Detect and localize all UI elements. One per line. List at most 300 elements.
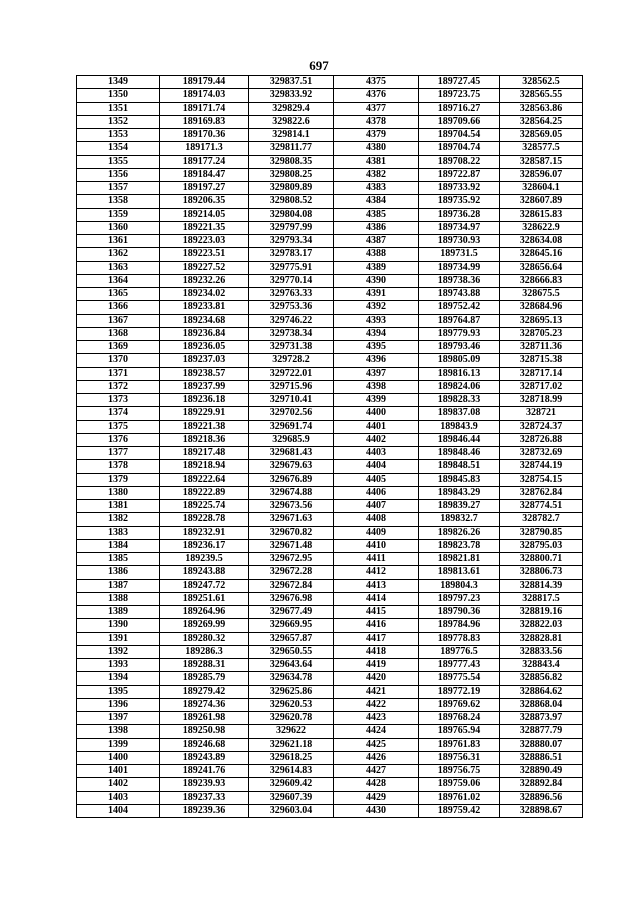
point-number-right-cell: 4419 xyxy=(334,659,419,672)
point-number-right-cell: 4430 xyxy=(334,804,419,817)
x-coordinate-right-cell: 189768.24 xyxy=(419,712,500,725)
y-coordinate-left-cell: 329634.78 xyxy=(249,672,334,685)
y-coordinate-left-cell: 329622 xyxy=(249,725,334,738)
y-coordinate-right-cell: 328622.9 xyxy=(500,221,583,234)
page-number: 697 xyxy=(309,58,329,73)
x-coordinate-left-cell: 189236.18 xyxy=(160,394,249,407)
y-coordinate-right-cell: 328890.49 xyxy=(500,765,583,778)
x-coordinate-left-cell: 189229.91 xyxy=(160,407,249,420)
point-number-right-cell: 4421 xyxy=(334,685,419,698)
x-coordinate-left-cell: 189179.44 xyxy=(160,76,249,89)
y-coordinate-left-cell: 329797.99 xyxy=(249,221,334,234)
x-coordinate-right-cell: 189823.78 xyxy=(419,539,500,552)
x-coordinate-left-cell: 189241.76 xyxy=(160,765,249,778)
table-row xyxy=(77,606,583,619)
x-coordinate-right-cell: 189704.74 xyxy=(419,142,500,155)
table-row xyxy=(77,791,583,804)
point-number-right-cell: 4428 xyxy=(334,778,419,791)
x-coordinate-right-cell: 189743.88 xyxy=(419,288,500,301)
y-coordinate-left-cell: 329669.95 xyxy=(249,619,334,632)
x-coordinate-left-cell: 189236.17 xyxy=(160,539,249,552)
y-coordinate-left-cell: 329702.56 xyxy=(249,407,334,420)
y-coordinate-left-cell: 329811.77 xyxy=(249,142,334,155)
point-number-left-cell: 1382 xyxy=(77,513,160,526)
point-number-right-cell: 4388 xyxy=(334,248,419,261)
y-coordinate-left-cell: 329722.01 xyxy=(249,367,334,380)
y-coordinate-left-cell: 329775.91 xyxy=(249,261,334,274)
y-coordinate-right-cell: 328754.15 xyxy=(500,473,583,486)
y-coordinate-left-cell: 329822.6 xyxy=(249,115,334,128)
table-row xyxy=(77,486,583,499)
point-number-left-cell: 1396 xyxy=(77,698,160,711)
x-coordinate-left-cell: 189269.99 xyxy=(160,619,249,632)
x-coordinate-right-cell: 189716.27 xyxy=(419,102,500,115)
x-coordinate-left-cell: 189288.31 xyxy=(160,659,249,672)
table-row xyxy=(77,500,583,513)
y-coordinate-right-cell: 328892.84 xyxy=(500,778,583,791)
table-row xyxy=(77,129,583,142)
coordinates-table xyxy=(76,75,583,818)
x-coordinate-left-cell: 189225.74 xyxy=(160,500,249,513)
x-coordinate-right-cell: 189727.45 xyxy=(419,76,500,89)
y-coordinate-left-cell: 329691.74 xyxy=(249,420,334,433)
y-coordinate-right-cell: 328587.15 xyxy=(500,155,583,168)
y-coordinate-right-cell: 328822.03 xyxy=(500,619,583,632)
y-coordinate-right-cell: 328596.07 xyxy=(500,168,583,181)
x-coordinate-right-cell: 189769.62 xyxy=(419,698,500,711)
x-coordinate-right-cell: 189759.42 xyxy=(419,804,500,817)
point-number-left-cell: 1359 xyxy=(77,208,160,221)
y-coordinate-right-cell: 328563.86 xyxy=(500,102,583,115)
point-number-right-cell: 4375 xyxy=(334,76,419,89)
y-coordinate-left-cell: 329620.78 xyxy=(249,712,334,725)
y-coordinate-left-cell: 329685.9 xyxy=(249,433,334,446)
y-coordinate-right-cell: 328666.83 xyxy=(500,274,583,287)
x-coordinate-left-cell: 189232.91 xyxy=(160,526,249,539)
y-coordinate-left-cell: 329674.88 xyxy=(249,486,334,499)
point-number-right-cell: 4399 xyxy=(334,394,419,407)
y-coordinate-left-cell: 329738.34 xyxy=(249,327,334,340)
x-coordinate-right-cell: 189784.96 xyxy=(419,619,500,632)
y-coordinate-right-cell: 328717.14 xyxy=(500,367,583,380)
x-coordinate-right-cell: 189723.75 xyxy=(419,89,500,102)
y-coordinate-left-cell: 329728.2 xyxy=(249,354,334,367)
point-number-left-cell: 1353 xyxy=(77,129,160,142)
point-number-right-cell: 4386 xyxy=(334,221,419,234)
x-coordinate-left-cell: 189285.79 xyxy=(160,672,249,685)
y-coordinate-right-cell: 328880.07 xyxy=(500,738,583,751)
y-coordinate-right-cell: 328833.56 xyxy=(500,645,583,658)
y-coordinate-right-cell: 328774.51 xyxy=(500,500,583,513)
x-coordinate-left-cell: 189223.51 xyxy=(160,248,249,261)
point-number-left-cell: 1360 xyxy=(77,221,160,234)
table-row xyxy=(77,221,583,234)
point-number-right-cell: 4400 xyxy=(334,407,419,420)
y-coordinate-left-cell: 329676.98 xyxy=(249,592,334,605)
point-number-right-cell: 4395 xyxy=(334,341,419,354)
coordinates-table-body xyxy=(77,76,583,818)
x-coordinate-right-cell: 189772.19 xyxy=(419,685,500,698)
y-coordinate-left-cell: 329672.28 xyxy=(249,566,334,579)
x-coordinate-left-cell: 189239.5 xyxy=(160,553,249,566)
y-coordinate-left-cell: 329607.39 xyxy=(249,791,334,804)
x-coordinate-left-cell: 189233.81 xyxy=(160,301,249,314)
y-coordinate-right-cell: 328604.1 xyxy=(500,182,583,195)
point-number-left-cell: 1368 xyxy=(77,327,160,340)
point-number-left-cell: 1399 xyxy=(77,738,160,751)
point-number-right-cell: 4393 xyxy=(334,314,419,327)
x-coordinate-right-cell: 189730.93 xyxy=(419,235,500,248)
y-coordinate-left-cell: 329731.38 xyxy=(249,341,334,354)
x-coordinate-left-cell: 189222.89 xyxy=(160,486,249,499)
y-coordinate-left-cell: 329650.55 xyxy=(249,645,334,658)
x-coordinate-right-cell: 189790.36 xyxy=(419,606,500,619)
point-number-left-cell: 1372 xyxy=(77,380,160,393)
x-coordinate-left-cell: 189218.94 xyxy=(160,460,249,473)
table-row xyxy=(77,460,583,473)
x-coordinate-left-cell: 189274.36 xyxy=(160,698,249,711)
y-coordinate-left-cell: 329829.4 xyxy=(249,102,334,115)
point-number-right-cell: 4396 xyxy=(334,354,419,367)
x-coordinate-left-cell: 189279.42 xyxy=(160,685,249,698)
table-row xyxy=(77,407,583,420)
x-coordinate-left-cell: 189170.36 xyxy=(160,129,249,142)
x-coordinate-right-cell: 189816.13 xyxy=(419,367,500,380)
y-coordinate-left-cell: 329710.41 xyxy=(249,394,334,407)
y-coordinate-right-cell: 328806.73 xyxy=(500,566,583,579)
y-coordinate-right-cell: 328615.83 xyxy=(500,208,583,221)
point-number-right-cell: 4398 xyxy=(334,380,419,393)
point-number-right-cell: 4405 xyxy=(334,473,419,486)
y-coordinate-left-cell: 329808.52 xyxy=(249,195,334,208)
point-number-left-cell: 1363 xyxy=(77,261,160,274)
y-coordinate-left-cell: 329671.48 xyxy=(249,539,334,552)
y-coordinate-right-cell: 328800.71 xyxy=(500,553,583,566)
table-row xyxy=(77,566,583,579)
x-coordinate-left-cell: 189261.98 xyxy=(160,712,249,725)
table-row xyxy=(77,367,583,380)
table-row xyxy=(77,235,583,248)
table-row xyxy=(77,274,583,287)
x-coordinate-left-cell: 189222.64 xyxy=(160,473,249,486)
y-coordinate-left-cell: 329809.89 xyxy=(249,182,334,195)
point-number-right-cell: 4382 xyxy=(334,168,419,181)
point-number-left-cell: 1361 xyxy=(77,235,160,248)
point-number-left-cell: 1370 xyxy=(77,354,160,367)
x-coordinate-left-cell: 189223.03 xyxy=(160,235,249,248)
x-coordinate-right-cell: 189738.36 xyxy=(419,274,500,287)
x-coordinate-left-cell: 189171.3 xyxy=(160,142,249,155)
y-coordinate-right-cell: 328886.51 xyxy=(500,751,583,764)
table-row xyxy=(77,579,583,592)
x-coordinate-right-cell: 189734.97 xyxy=(419,221,500,234)
y-coordinate-right-cell: 328645.16 xyxy=(500,248,583,261)
y-coordinate-left-cell: 329603.04 xyxy=(249,804,334,817)
y-coordinate-left-cell: 329833.92 xyxy=(249,89,334,102)
table-row xyxy=(77,433,583,446)
point-number-left-cell: 1374 xyxy=(77,407,160,420)
point-number-left-cell: 1350 xyxy=(77,89,160,102)
y-coordinate-left-cell: 329672.95 xyxy=(249,553,334,566)
y-coordinate-left-cell: 329609.42 xyxy=(249,778,334,791)
point-number-right-cell: 4391 xyxy=(334,288,419,301)
y-coordinate-left-cell: 329783.17 xyxy=(249,248,334,261)
table-row xyxy=(77,327,583,340)
y-coordinate-left-cell: 329808.25 xyxy=(249,168,334,181)
x-coordinate-left-cell: 189206.35 xyxy=(160,195,249,208)
y-coordinate-right-cell: 328577.5 xyxy=(500,142,583,155)
point-number-left-cell: 1371 xyxy=(77,367,160,380)
y-coordinate-right-cell: 328732.69 xyxy=(500,447,583,460)
y-coordinate-right-cell: 328675.5 xyxy=(500,288,583,301)
table-row xyxy=(77,659,583,672)
x-coordinate-right-cell: 189821.81 xyxy=(419,553,500,566)
x-coordinate-right-cell: 189832.7 xyxy=(419,513,500,526)
point-number-right-cell: 4407 xyxy=(334,500,419,513)
y-coordinate-left-cell: 329657.87 xyxy=(249,632,334,645)
x-coordinate-right-cell: 189813.61 xyxy=(419,566,500,579)
point-number-right-cell: 4402 xyxy=(334,433,419,446)
point-number-right-cell: 4424 xyxy=(334,725,419,738)
point-number-left-cell: 1356 xyxy=(77,168,160,181)
x-coordinate-right-cell: 189779.93 xyxy=(419,327,500,340)
x-coordinate-right-cell: 189764.87 xyxy=(419,314,500,327)
point-number-left-cell: 1378 xyxy=(77,460,160,473)
table-row xyxy=(77,380,583,393)
point-number-left-cell: 1398 xyxy=(77,725,160,738)
y-coordinate-left-cell: 329679.63 xyxy=(249,460,334,473)
y-coordinate-right-cell: 328705.23 xyxy=(500,327,583,340)
point-number-right-cell: 4380 xyxy=(334,142,419,155)
x-coordinate-left-cell: 189228.78 xyxy=(160,513,249,526)
y-coordinate-right-cell: 328817.5 xyxy=(500,592,583,605)
table-row xyxy=(77,301,583,314)
y-coordinate-right-cell: 328562.5 xyxy=(500,76,583,89)
table-row xyxy=(77,394,583,407)
point-number-right-cell: 4397 xyxy=(334,367,419,380)
y-coordinate-right-cell: 328898.67 xyxy=(500,804,583,817)
x-coordinate-right-cell: 189756.31 xyxy=(419,751,500,764)
x-coordinate-right-cell: 189761.83 xyxy=(419,738,500,751)
point-number-right-cell: 4379 xyxy=(334,129,419,142)
y-coordinate-left-cell: 329814.1 xyxy=(249,129,334,142)
x-coordinate-left-cell: 189232.26 xyxy=(160,274,249,287)
x-coordinate-left-cell: 189217.48 xyxy=(160,447,249,460)
x-coordinate-right-cell: 189848.51 xyxy=(419,460,500,473)
x-coordinate-left-cell: 189234.68 xyxy=(160,314,249,327)
table-row xyxy=(77,102,583,115)
y-coordinate-right-cell: 328656.64 xyxy=(500,261,583,274)
point-number-left-cell: 1383 xyxy=(77,526,160,539)
x-coordinate-left-cell: 189286.3 xyxy=(160,645,249,658)
point-number-left-cell: 1369 xyxy=(77,341,160,354)
x-coordinate-right-cell: 189734.99 xyxy=(419,261,500,274)
y-coordinate-right-cell: 328634.08 xyxy=(500,235,583,248)
table-row xyxy=(77,619,583,632)
x-coordinate-right-cell: 189826.26 xyxy=(419,526,500,539)
y-coordinate-right-cell: 328607.89 xyxy=(500,195,583,208)
table-row xyxy=(77,804,583,817)
table-row xyxy=(77,778,583,791)
x-coordinate-left-cell: 189234.02 xyxy=(160,288,249,301)
y-coordinate-right-cell: 328843.4 xyxy=(500,659,583,672)
x-coordinate-right-cell: 189752.42 xyxy=(419,301,500,314)
x-coordinate-right-cell: 189848.46 xyxy=(419,447,500,460)
y-coordinate-right-cell: 328762.84 xyxy=(500,486,583,499)
point-number-right-cell: 4384 xyxy=(334,195,419,208)
table-row xyxy=(77,89,583,102)
y-coordinate-left-cell: 329676.89 xyxy=(249,473,334,486)
point-number-left-cell: 1389 xyxy=(77,606,160,619)
point-number-right-cell: 4408 xyxy=(334,513,419,526)
x-coordinate-right-cell: 189759.06 xyxy=(419,778,500,791)
y-coordinate-left-cell: 329753.36 xyxy=(249,301,334,314)
x-coordinate-left-cell: 189218.36 xyxy=(160,433,249,446)
point-number-right-cell: 4426 xyxy=(334,751,419,764)
point-number-right-cell: 4413 xyxy=(334,579,419,592)
point-number-left-cell: 1388 xyxy=(77,592,160,605)
table-row xyxy=(77,553,583,566)
y-coordinate-left-cell: 329671.63 xyxy=(249,513,334,526)
point-number-left-cell: 1392 xyxy=(77,645,160,658)
point-number-left-cell: 1367 xyxy=(77,314,160,327)
y-coordinate-right-cell: 328782.7 xyxy=(500,513,583,526)
y-coordinate-left-cell: 329625.86 xyxy=(249,685,334,698)
x-coordinate-right-cell: 189704.54 xyxy=(419,129,500,142)
y-coordinate-right-cell: 328721 xyxy=(500,407,583,420)
y-coordinate-left-cell: 329681.43 xyxy=(249,447,334,460)
point-number-left-cell: 1390 xyxy=(77,619,160,632)
x-coordinate-left-cell: 189237.03 xyxy=(160,354,249,367)
x-coordinate-left-cell: 189239.36 xyxy=(160,804,249,817)
x-coordinate-left-cell: 189237.33 xyxy=(160,791,249,804)
x-coordinate-right-cell: 189843.9 xyxy=(419,420,500,433)
table-row xyxy=(77,261,583,274)
x-coordinate-right-cell: 189736.28 xyxy=(419,208,500,221)
table-row xyxy=(77,751,583,764)
point-number-left-cell: 1375 xyxy=(77,420,160,433)
point-number-right-cell: 4376 xyxy=(334,89,419,102)
y-coordinate-right-cell: 328873.97 xyxy=(500,712,583,725)
point-number-right-cell: 4403 xyxy=(334,447,419,460)
point-number-left-cell: 1385 xyxy=(77,553,160,566)
x-coordinate-right-cell: 189778.83 xyxy=(419,632,500,645)
point-number-left-cell: 1384 xyxy=(77,539,160,552)
y-coordinate-right-cell: 328795.03 xyxy=(500,539,583,552)
x-coordinate-left-cell: 189237.99 xyxy=(160,380,249,393)
y-coordinate-left-cell: 329837.51 xyxy=(249,76,334,89)
point-number-left-cell: 1379 xyxy=(77,473,160,486)
point-number-right-cell: 4429 xyxy=(334,791,419,804)
x-coordinate-left-cell: 189247.72 xyxy=(160,579,249,592)
point-number-right-cell: 4414 xyxy=(334,592,419,605)
y-coordinate-left-cell: 329770.14 xyxy=(249,274,334,287)
y-coordinate-right-cell: 328695.13 xyxy=(500,314,583,327)
point-number-right-cell: 4390 xyxy=(334,274,419,287)
point-number-left-cell: 1401 xyxy=(77,765,160,778)
table-row xyxy=(77,115,583,128)
y-coordinate-right-cell: 328565.55 xyxy=(500,89,583,102)
x-coordinate-right-cell: 189846.44 xyxy=(419,433,500,446)
x-coordinate-right-cell: 189845.83 xyxy=(419,473,500,486)
x-coordinate-right-cell: 189765.94 xyxy=(419,725,500,738)
x-coordinate-left-cell: 189280.32 xyxy=(160,632,249,645)
x-coordinate-right-cell: 189709.66 xyxy=(419,115,500,128)
point-number-left-cell: 1394 xyxy=(77,672,160,685)
x-coordinate-right-cell: 189804.3 xyxy=(419,579,500,592)
point-number-left-cell: 1362 xyxy=(77,248,160,261)
y-coordinate-left-cell: 329746.22 xyxy=(249,314,334,327)
table-row xyxy=(77,248,583,261)
table-row xyxy=(77,76,583,89)
x-coordinate-left-cell: 189227.52 xyxy=(160,261,249,274)
point-number-left-cell: 1373 xyxy=(77,394,160,407)
table-row xyxy=(77,526,583,539)
table-row xyxy=(77,645,583,658)
x-coordinate-right-cell: 189776.5 xyxy=(419,645,500,658)
point-number-right-cell: 4404 xyxy=(334,460,419,473)
y-coordinate-right-cell: 328711.36 xyxy=(500,341,583,354)
y-coordinate-right-cell: 328828.81 xyxy=(500,632,583,645)
point-number-left-cell: 1386 xyxy=(77,566,160,579)
point-number-right-cell: 4420 xyxy=(334,672,419,685)
y-coordinate-right-cell: 328896.56 xyxy=(500,791,583,804)
table-row xyxy=(77,685,583,698)
y-coordinate-right-cell: 328819.16 xyxy=(500,606,583,619)
y-coordinate-right-cell: 328715.38 xyxy=(500,354,583,367)
table-row xyxy=(77,738,583,751)
point-number-right-cell: 4381 xyxy=(334,155,419,168)
point-number-right-cell: 4425 xyxy=(334,738,419,751)
point-number-left-cell: 1404 xyxy=(77,804,160,817)
table-row xyxy=(77,195,583,208)
point-number-left-cell: 1397 xyxy=(77,712,160,725)
point-number-right-cell: 4406 xyxy=(334,486,419,499)
y-coordinate-right-cell: 328724.37 xyxy=(500,420,583,433)
x-coordinate-right-cell: 189777.43 xyxy=(419,659,500,672)
x-coordinate-left-cell: 189214.05 xyxy=(160,208,249,221)
point-number-right-cell: 4394 xyxy=(334,327,419,340)
x-coordinate-left-cell: 189177.24 xyxy=(160,155,249,168)
y-coordinate-left-cell: 329804.08 xyxy=(249,208,334,221)
point-number-left-cell: 1351 xyxy=(77,102,160,115)
table-row xyxy=(77,447,583,460)
table-row xyxy=(77,725,583,738)
y-coordinate-left-cell: 329793.34 xyxy=(249,235,334,248)
point-number-right-cell: 4409 xyxy=(334,526,419,539)
x-coordinate-left-cell: 189184.47 xyxy=(160,168,249,181)
x-coordinate-left-cell: 189221.38 xyxy=(160,420,249,433)
x-coordinate-right-cell: 189839.27 xyxy=(419,500,500,513)
table-row xyxy=(77,142,583,155)
x-coordinate-left-cell: 189243.88 xyxy=(160,566,249,579)
point-number-right-cell: 4427 xyxy=(334,765,419,778)
x-coordinate-right-cell: 189797.23 xyxy=(419,592,500,605)
y-coordinate-left-cell: 329614.83 xyxy=(249,765,334,778)
table-row xyxy=(77,539,583,552)
y-coordinate-right-cell: 328856.82 xyxy=(500,672,583,685)
table-row xyxy=(77,155,583,168)
x-coordinate-right-cell: 189837.08 xyxy=(419,407,500,420)
x-coordinate-right-cell: 189761.02 xyxy=(419,791,500,804)
point-number-right-cell: 4423 xyxy=(334,712,419,725)
y-coordinate-left-cell: 329672.84 xyxy=(249,579,334,592)
point-number-right-cell: 4411 xyxy=(334,553,419,566)
y-coordinate-left-cell: 329715.96 xyxy=(249,380,334,393)
table-row xyxy=(77,168,583,181)
table-row xyxy=(77,288,583,301)
point-number-right-cell: 4417 xyxy=(334,632,419,645)
